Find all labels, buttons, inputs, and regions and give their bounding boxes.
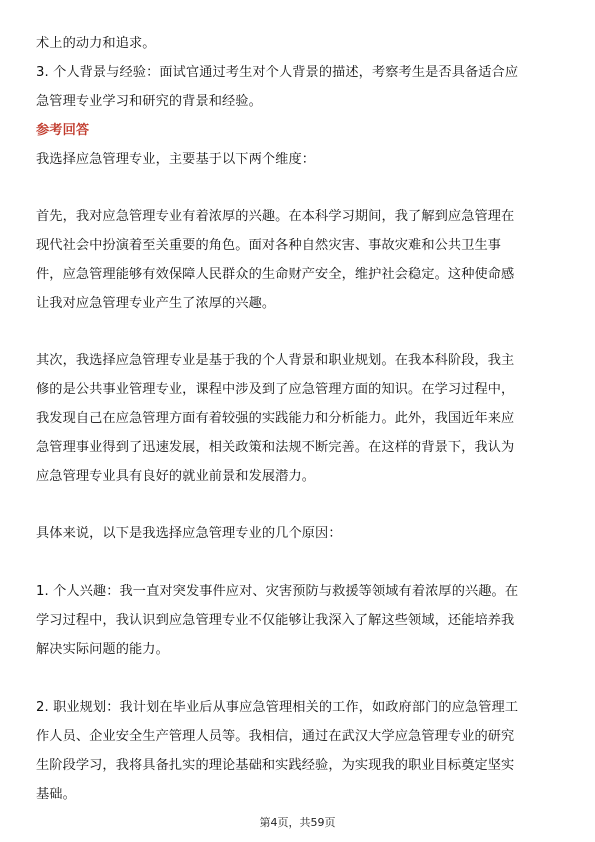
text-line: 其次，我选择应急管理专业是基于我的个人背景和职业规划。在我本科阶段，我主 bbox=[36, 353, 515, 368]
section-heading: 参考回答 bbox=[36, 123, 90, 138]
text-line: 急管理事业得到了迅速发展，相关政策和法规不断完善。在这样的背景下，我认为 bbox=[36, 440, 515, 455]
text-line: 现代社会中扮演着至关重要的角色。面对各种自然灾害、事故灾难和公共卫生事 bbox=[36, 238, 502, 253]
text-line: 作人员、企业安全生产管理人员等。我相信，通过在武汉大学应急管理专业的研究 bbox=[36, 729, 515, 744]
text-line: 生阶段学习，我将具备扎实的理论基础和实践经验，为实现我的职业目标奠定坚实 bbox=[36, 758, 515, 773]
text-line: 我选择应急管理专业，主要基于以下两个维度： bbox=[36, 152, 316, 167]
text-line: 解决实际问题的能力。 bbox=[36, 642, 169, 657]
text-line: 1. 个人兴趣：我一直对突发事件应对、灾害预防与救援等领域有着浓厚的兴趣。在 bbox=[36, 584, 519, 599]
text-line: 基础。 bbox=[36, 787, 76, 802]
page-indicator: 第4页，共59页 bbox=[259, 816, 336, 829]
text-line: 学习过程中，我认识到应急管理专业不仅能够让我深入了解这些领域，还能培养我 bbox=[36, 613, 515, 628]
text-line: 首先，我对应急管理专业有着浓厚的兴趣。在本科学习期间，我了解到应急管理在 bbox=[36, 209, 515, 224]
text-line: 应急管理专业具有良好的就业前景和发展潜力。 bbox=[36, 469, 316, 484]
text-line: 术上的动力和追求。 bbox=[36, 36, 156, 51]
text-line: 急管理专业学习和研究的背景和经验。 bbox=[36, 94, 262, 109]
text-line: 让我对应急管理专业产生了浓厚的兴趣。 bbox=[36, 296, 276, 311]
text-line: 3. 个人背景与经验：面试官通过考生对个人背景的描述，考察考生是否具备适合应 bbox=[36, 65, 519, 80]
text-line: 2. 职业规划：我计划在毕业后从事应急管理相关的工作，如政府部门的应急管理工 bbox=[36, 700, 519, 715]
text-line: 具体来说，以下是我选择应急管理专业的几个原因： bbox=[36, 526, 342, 541]
text-line: 件，应急管理能够有效保障人民群众的生命财产安全，维护社会稳定。这种使命感 bbox=[36, 267, 515, 282]
text-line: 修的是公共事业管理专业，课程中涉及到了应急管理方面的知识。在学习过程中， bbox=[36, 382, 515, 397]
text-line: 我发现自己在应急管理方面有着较强的实践能力和分析能力。此外，我国近年来应 bbox=[36, 411, 515, 426]
